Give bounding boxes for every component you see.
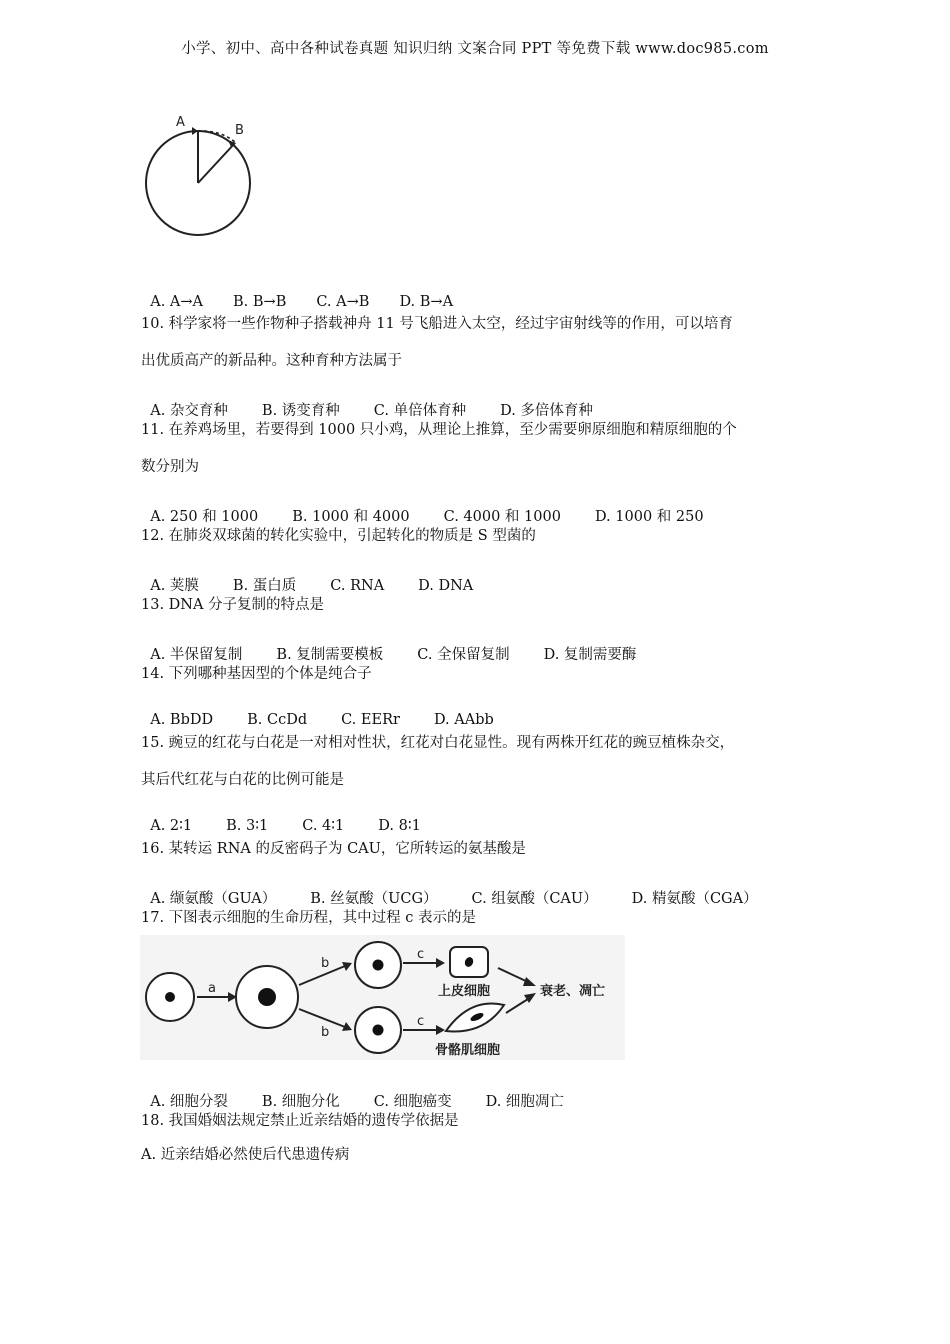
q13-option-b[interactable]: B. 复制需要模板 xyxy=(276,647,384,663)
label-a: A xyxy=(176,115,185,130)
q11-options xyxy=(141,489,704,526)
q12-option-a[interactable]: A. 荚膜 xyxy=(150,578,199,594)
skeletal-label: 骨骼肌细胞 xyxy=(435,1043,501,1058)
q15-option-c[interactable]: C. 4∶1 xyxy=(302,818,345,834)
q17-option-b[interactable]: B. 细胞分化 xyxy=(261,1094,340,1110)
q15-stem-line2: 其后代红花与白花的比例可能是 xyxy=(141,772,344,788)
epithelial-label: 上皮细胞 xyxy=(438,984,491,999)
label-c-upper: c xyxy=(417,947,425,962)
q13-option-c[interactable]: C. 全保留复制 xyxy=(417,647,510,663)
q9-options xyxy=(141,278,453,310)
q17-option-c[interactable]: C. 细胞癌变 xyxy=(373,1094,452,1110)
q9-option-b[interactable]: B. B→B xyxy=(233,294,287,310)
q9-option-d[interactable]: D. B→A xyxy=(399,294,454,310)
q15-option-a[interactable]: A. 2∶1 xyxy=(150,818,193,834)
q11-stem-line2: 数分别为 xyxy=(141,459,199,475)
q15-stem-line1: 15. 豌豆的红花与白花是一对相对性状，红花对白花显性。现有两株开红花的豌豆植株杂交， xyxy=(141,735,735,751)
q11-stem-line1: 11. 在养鸡场里，若要得到 1000 只小鸡，从理论上推算，至少需要卵原细胞和精原细胞的个 xyxy=(141,422,737,438)
page-header: 小学、初中、高中各种试卷真题 知识归纳 文案合同 PPT 等免费下载 www.doc985.com xyxy=(181,41,769,57)
clock-figure xyxy=(138,110,258,245)
q14-option-b[interactable]: B. CcDd xyxy=(247,712,308,728)
q10-stem-line1: 10. 科学家将一些作物种子搭载神舟 11 号飞船进入太空，经过宇宙射线等的作用，可以培育 xyxy=(141,316,733,332)
cell-origin-nucleus xyxy=(165,992,175,1002)
q14-option-d[interactable]: D. AAbb xyxy=(433,712,494,728)
label-c-lower: c xyxy=(417,1014,425,1029)
q10-stem-line2: 出优质高产的新品种。这种育种方法属于 xyxy=(141,353,402,369)
label-b-upper: b xyxy=(321,956,330,971)
q14-options xyxy=(141,696,494,728)
q16-option-a[interactable]: A. 缬氨酸（GUA） xyxy=(150,891,277,907)
q18-option-a[interactable]: A. 近亲结婚必然使后代患遗传病 xyxy=(141,1147,350,1163)
aging-label: 衰老、凋亡 xyxy=(540,984,606,999)
q13-option-a[interactable]: A. 半保留复制 xyxy=(150,647,243,663)
cell-divided-upper-nucleus xyxy=(373,960,384,971)
q16-stem: 16. 某转运 RNA 的反密码子为 CAU，它所转运的氨基酸是 xyxy=(141,841,526,857)
label-b: B xyxy=(235,123,244,138)
q10-option-c[interactable]: C. 单倍体育种 xyxy=(373,403,467,419)
q12-stem: 12. 在肺炎双球菌的转化实验中，引起转化的物质是 S 型菌的 xyxy=(141,528,536,544)
q14-stem: 14. 下列哪种基因型的个体是纯合子 xyxy=(141,666,372,682)
q16-option-b[interactable]: B. 丝氨酸（UCG） xyxy=(310,891,438,907)
q16-option-c[interactable]: C. 组氨酸（CAU） xyxy=(471,891,598,907)
q14-option-c[interactable]: C. EERr xyxy=(341,712,400,728)
cell-divided-lower-nucleus xyxy=(373,1025,384,1036)
q10-option-d[interactable]: D. 多倍体育种 xyxy=(500,403,593,419)
q14-option-a[interactable]: A. BbDD xyxy=(150,712,214,728)
q16-option-d[interactable]: D. 精氨酸（CGA） xyxy=(631,891,758,907)
q12-option-d[interactable]: D. DNA xyxy=(418,578,474,594)
q16-options xyxy=(141,871,758,908)
dashed-arc xyxy=(198,131,235,142)
cell-lifecycle-figure xyxy=(140,935,625,1060)
q12-option-b[interactable]: B. 蛋白质 xyxy=(232,578,297,594)
q10-option-a[interactable]: A. 杂交育种 xyxy=(150,403,228,419)
q9-option-a[interactable]: A. A→A xyxy=(150,294,204,310)
q17-stem: 17. 下图表示细胞的生命历程，其中过程 c 表示的是 xyxy=(141,910,477,926)
q11-option-c[interactable]: C. 4000 和 1000 xyxy=(443,509,561,525)
q10-option-b[interactable]: B. 诱变育种 xyxy=(261,403,340,419)
q12-option-c[interactable]: C. RNA xyxy=(330,578,385,594)
q15-options xyxy=(141,802,421,834)
q17-option-a[interactable]: A. 细胞分裂 xyxy=(150,1094,228,1110)
q13-stem: 13. DNA 分子复制的特点是 xyxy=(141,597,325,613)
q11-option-b[interactable]: B. 1000 和 4000 xyxy=(292,509,410,525)
label-a: a xyxy=(208,981,216,996)
q11-option-d[interactable]: D. 1000 和 250 xyxy=(594,509,704,525)
q17-option-d[interactable]: D. 细胞凋亡 xyxy=(485,1094,564,1110)
hand-b xyxy=(198,143,235,183)
q9-option-c[interactable]: C. A→B xyxy=(316,294,370,310)
q18-stem: 18. 我国婚姻法规定禁止近亲结婚的遗传学依据是 xyxy=(141,1113,459,1129)
q11-option-a[interactable]: A. 250 和 1000 xyxy=(150,509,259,525)
q10-options xyxy=(141,383,593,420)
label-b-lower: b xyxy=(321,1025,330,1040)
q13-options xyxy=(141,627,636,664)
q15-option-b[interactable]: B. 3∶1 xyxy=(226,818,269,834)
q12-options xyxy=(141,558,473,595)
q17-options xyxy=(141,1074,564,1111)
cell-grown-nucleus xyxy=(258,988,276,1006)
q13-option-d[interactable]: D. 复制需要酶 xyxy=(543,647,637,663)
q15-option-d[interactable]: D. 8∶1 xyxy=(378,818,421,834)
